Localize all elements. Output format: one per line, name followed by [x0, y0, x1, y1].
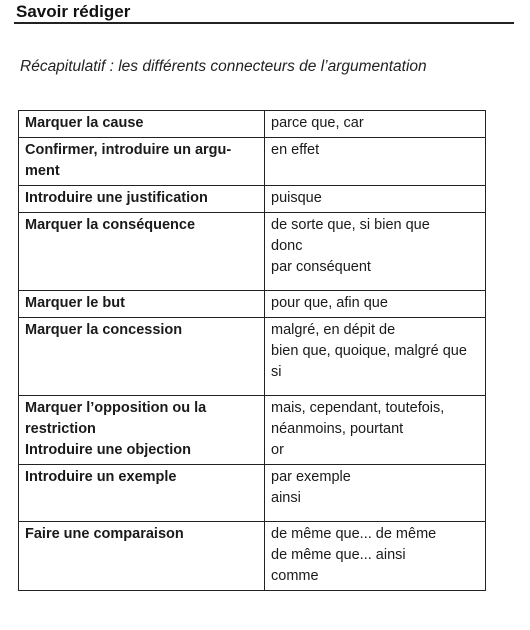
connector-line: bien que, quoique, malgré que: [271, 343, 467, 359]
table-row: [19, 186, 486, 213]
function-line: Marquer le but: [25, 295, 125, 311]
connectors-table: [18, 110, 486, 591]
connector-line: malgré, en dépit de: [271, 322, 396, 338]
table-row: [19, 318, 486, 396]
function-line: Marquer la concession: [25, 322, 183, 338]
table-row: [19, 396, 486, 465]
table-row: [19, 522, 486, 591]
connector-line: comme: [271, 568, 319, 584]
connector-line: néanmoins, pourtant: [271, 421, 404, 437]
table-row: [19, 138, 486, 186]
connector-line: mais, cependant, toutefois,: [271, 400, 445, 416]
connector-cell: [265, 186, 486, 213]
function-cell: [19, 111, 265, 138]
function-line: restriction: [25, 421, 96, 437]
connector-cell: [265, 291, 486, 318]
function-cell: [19, 138, 265, 186]
connector-cell: [265, 465, 486, 522]
connector-line: de même que... de même: [271, 526, 437, 542]
connector-line: de sorte que, si bien que: [271, 217, 430, 233]
function-cell: [19, 318, 265, 396]
function-line: Confirmer, introduire un argu-: [25, 142, 232, 158]
function-line: ment: [25, 163, 60, 179]
connector-cell: [265, 111, 486, 138]
table-row: [19, 213, 486, 291]
connector-cell: [265, 138, 486, 186]
connector-line: si: [271, 364, 282, 380]
function-line: Introduire un exemple: [25, 469, 177, 485]
connector-line: donc: [271, 238, 303, 254]
connector-line: or: [271, 442, 284, 458]
function-cell: [19, 291, 265, 318]
connector-line: ainsi: [271, 490, 301, 506]
section-header: Savoir rédiger: [16, 2, 131, 21]
connector-line: de même que... ainsi: [271, 547, 406, 563]
connector-line: pour que, afin que: [271, 295, 388, 311]
connector-line: en effet: [271, 142, 320, 158]
function-line: Faire une comparaison: [25, 526, 184, 542]
function-line: Marquer la cause: [25, 115, 144, 131]
connector-line: par conséquent: [271, 259, 371, 275]
function-cell: [19, 396, 265, 465]
connector-line: puisque: [271, 190, 322, 206]
connector-cell: [265, 522, 486, 591]
function-cell: [19, 186, 265, 213]
connector-cell: [265, 396, 486, 465]
connector-line: parce que, car: [271, 115, 364, 131]
table-row: [19, 465, 486, 522]
function-cell: [19, 522, 265, 591]
header-rule: [14, 22, 514, 24]
connector-line: par exemple: [271, 469, 351, 485]
table-row: [19, 291, 486, 318]
function-cell: [19, 213, 265, 291]
table-row: [19, 111, 486, 138]
function-cell: [19, 465, 265, 522]
connector-cell: [265, 318, 486, 396]
function-line: Marquer l’opposition ou la: [25, 400, 207, 416]
table-subtitle: Récapitulatif : les différents connecteurs de l’argumentation: [20, 58, 427, 75]
function-line: Introduire une justification: [25, 190, 208, 206]
connector-cell: [265, 213, 486, 291]
function-line: Introduire une objection: [25, 442, 191, 458]
function-line: Marquer la conséquence: [25, 217, 196, 233]
